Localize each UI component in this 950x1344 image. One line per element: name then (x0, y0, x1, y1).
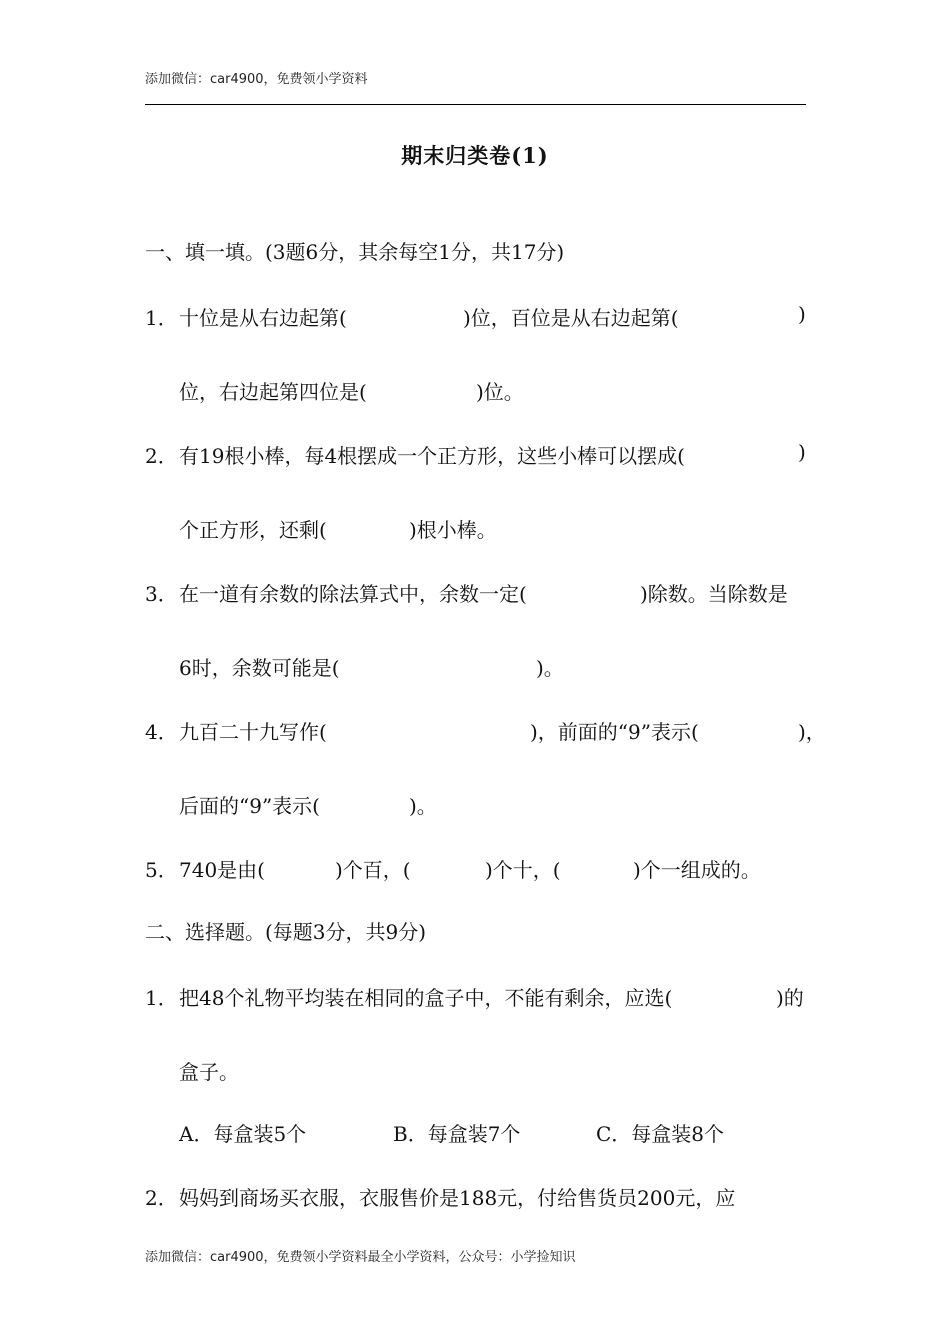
s2-q1-option-c: C．每盒装8个 (596, 1122, 725, 1146)
s1-q5-text-d: )个一组成的。 (633, 858, 761, 882)
s1-q3-text-d: )。 (536, 656, 564, 680)
section1-heading: 一、填一填。(3题6分，其余每空1分，共17分) (145, 240, 565, 264)
s1-q1-text-a: 十位是从右边起第( (179, 306, 347, 330)
s1-q3-text-b: )除数。当除数是 (640, 582, 788, 606)
s1-q4-text-b: )，前面的“9”表示( (530, 720, 699, 744)
s2-q1-text-b: )的 (776, 986, 804, 1010)
s1-q4-text-e: )。 (409, 794, 437, 818)
s1-q2-text-a: 有19根小棒，每4根摆成一个正方形，这些小棒可以摆成( (179, 444, 685, 468)
s1-q3-number: 3． (145, 582, 178, 606)
s1-q3-text-a: 在一道有余数的除法算式中，余数一定( (179, 582, 527, 606)
s1-q3-text-c: 6时，余数可能是( (179, 656, 340, 680)
s1-q1-text-c: ) (798, 302, 806, 326)
s1-q5-text-c: )个十，( (485, 858, 561, 882)
s1-q1-text-b: )位，百位是从右边起第( (463, 306, 679, 330)
s1-q2-text-c: 个正方形，还剩( (179, 518, 327, 542)
s1-q2-text-d: )根小棒。 (409, 518, 497, 542)
s1-q1-number: 1． (145, 306, 178, 330)
s1-q4-text-c: )， (798, 720, 826, 744)
s2-q1-option-b: B．每盒装7个 (393, 1122, 521, 1146)
s1-q4-text-d: 后面的“9”表示( (179, 794, 320, 818)
s2-q1-option-a: A．每盒装5个 (179, 1122, 307, 1146)
s2-q1-text-a: 把48个礼物平均装在相同的盒子中，不能有剩余，应选( (179, 986, 673, 1010)
header-note: 添加微信：car4900，免费领小学资料 (145, 72, 368, 87)
footer-note: 添加微信：car4900，免费领小学资料最全小学资料，公众号：小学捡知识 (145, 1250, 576, 1265)
s1-q2-number: 2． (145, 444, 178, 468)
s1-q4-number: 4． (145, 720, 178, 744)
s2-q1-text-c: 盒子。 (179, 1060, 239, 1084)
s1-q1-text-e: )位。 (476, 380, 524, 404)
s1-q1-text-d: 位，右边起第四位是( (179, 380, 367, 404)
s1-q4-text-a: 九百二十九写作( (179, 720, 327, 744)
s1-q5-text-a: 740是由( (179, 858, 265, 882)
page-title: 期末归类卷(1) (401, 143, 549, 168)
s2-q2-text-a: 妈妈到商场买衣服，衣服售价是188元，付给售货员200元，应 (179, 1186, 736, 1210)
s1-q5-number: 5． (145, 858, 178, 882)
s2-q1-number: 1． (145, 986, 178, 1010)
header-divider (145, 104, 806, 105)
s1-q5-text-b: )个百，( (335, 858, 411, 882)
section2-heading: 二、选择题。(每题3分，共9分) (145, 920, 427, 944)
s2-q2-number: 2． (145, 1186, 178, 1210)
s1-q2-text-b: ) (798, 440, 806, 464)
